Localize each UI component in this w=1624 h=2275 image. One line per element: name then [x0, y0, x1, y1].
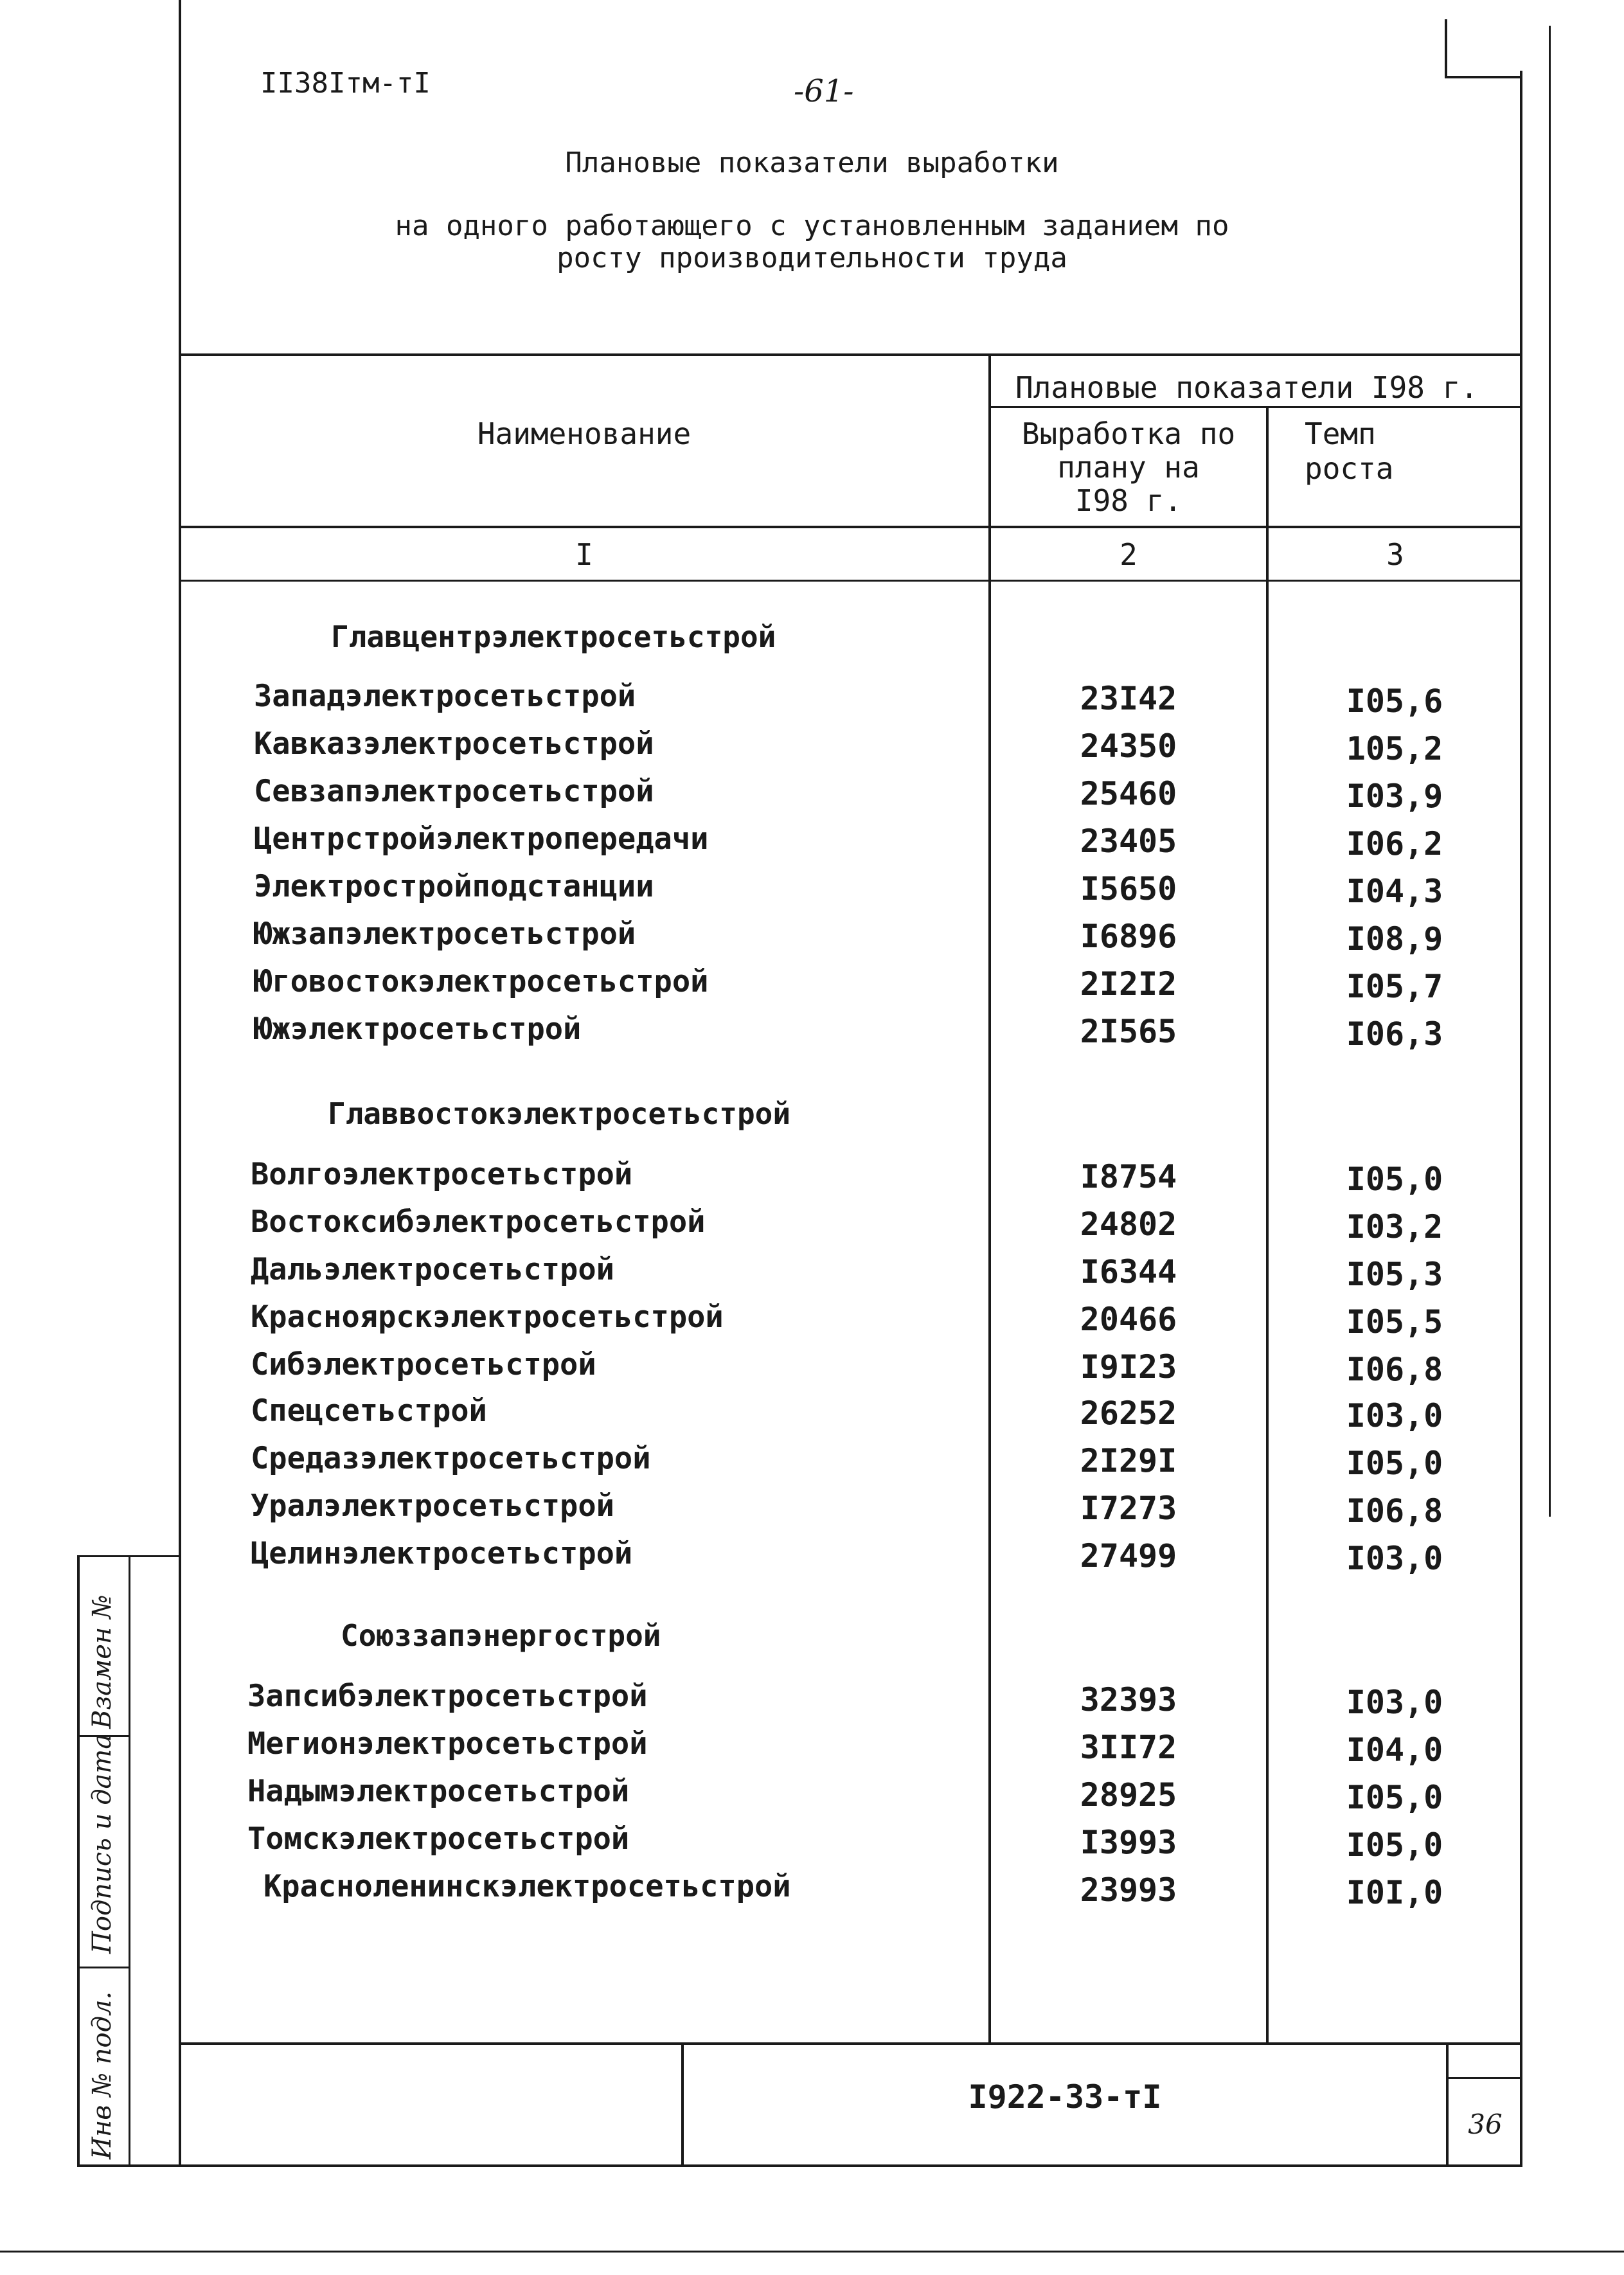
page-title-line3: росту производительности труда: [557, 242, 1067, 274]
row-name: Востоксибэлектросетьстрой: [251, 1204, 706, 1240]
row-output: 26252: [1080, 1395, 1177, 1432]
row-name: Кавказэлектросетьстрой: [254, 726, 654, 762]
title-block-bottom: [179, 2164, 1522, 2167]
group-heading: Союззапэнергострой: [341, 1618, 661, 1653]
side-stamp-outer: [77, 1555, 80, 2167]
row-output: 24350: [1080, 727, 1177, 765]
row-growth: I06,2: [1346, 825, 1443, 862]
row-output: 3II72: [1080, 1729, 1177, 1766]
row-output: 28925: [1080, 1776, 1177, 1814]
row-growth: I06,8: [1346, 1492, 1443, 1530]
column-number-1: I: [575, 537, 593, 572]
row-output: 20466: [1080, 1301, 1177, 1338]
row-output: 24802: [1080, 1206, 1177, 1243]
column-number-3: 3: [1386, 537, 1404, 572]
stamp-inventory-number: Инв № подл.: [87, 1991, 117, 2159]
row-name: Юговостокэлектросетьстрой: [254, 964, 709, 999]
corner-mark: [1445, 19, 1447, 77]
row-name: Западэлектросетьстрой: [254, 679, 636, 714]
side-stamp-divider-2: [77, 1967, 129, 1968]
row-output: I9I23: [1080, 1348, 1177, 1386]
row-growth: I05,0: [1346, 1445, 1443, 1482]
sheet-box-left: [1446, 2042, 1449, 2167]
row-growth: I05,3: [1346, 1256, 1443, 1293]
column-header-output-3: I98 г.: [1075, 483, 1182, 518]
column-header-output-1: Выработка по: [1021, 416, 1236, 451]
row-growth: I06,3: [1346, 1015, 1443, 1053]
column-header-growth-2: роста: [1305, 451, 1394, 486]
group-heading: Главцентрэлектросетьстрой: [331, 620, 776, 654]
row-name: Надымэлектросетьстрой: [247, 1774, 630, 1809]
corner-mark-bottom: [1445, 76, 1522, 78]
row-name: Дальэлектросетьстрой: [251, 1252, 614, 1287]
row-output: I5650: [1080, 870, 1177, 907]
row-growth: I05,0: [1346, 1826, 1443, 1864]
row-name: Волгоэлектросетьстрой: [251, 1157, 633, 1192]
column-number-2: 2: [1120, 537, 1138, 572]
row-name: Уралэлектросетьстрой: [251, 1488, 614, 1524]
page-title-line1: Плановые показатели выработки: [565, 147, 1059, 179]
column-header-growth-1: Темп: [1305, 416, 1376, 451]
row-name: Красноярскэлектросетьстрой: [251, 1299, 724, 1335]
row-output: I3993: [1080, 1824, 1177, 1861]
row-output: 2I2I2: [1080, 965, 1177, 1003]
row-growth: I03,9: [1346, 778, 1443, 815]
row-name: Сибэлектросетьстрой: [251, 1347, 596, 1382]
page-number: -61-: [794, 73, 854, 109]
group-header-underline: [990, 406, 1522, 408]
row-growth: I0I,0: [1346, 1874, 1443, 1911]
row-growth: I03,0: [1346, 1540, 1443, 1577]
stamp-replaces-number: Взамен №: [87, 1594, 117, 1729]
row-output: I6344: [1080, 1253, 1177, 1290]
column-header-output-2: плану на: [1057, 450, 1200, 485]
column-divider-2: [1266, 406, 1269, 2044]
row-output: 23405: [1080, 823, 1177, 860]
sheet-number: 36: [1468, 2109, 1503, 2140]
row-output: 27499: [1080, 1537, 1177, 1575]
row-output: 23I42: [1080, 680, 1177, 717]
document-code: I922-33-тI: [968, 2078, 1162, 2116]
group-heading: Главвостокэлектросетьстрой: [328, 1096, 791, 1131]
row-name: Южзапэлектросетьстрой: [254, 916, 636, 952]
frame-left-border: [179, 0, 181, 2167]
row-name: Мегионэлектросетьстрой: [247, 1726, 648, 1762]
frame-right-border: [1520, 71, 1522, 2167]
row-growth: I06,8: [1346, 1351, 1443, 1388]
row-output: 23993: [1080, 1871, 1177, 1909]
row-growth: I05,6: [1346, 682, 1443, 720]
row-growth: I05,7: [1346, 968, 1443, 1005]
stamp-signature-date: Подпись и дата: [87, 1733, 117, 1954]
row-output: 2I565: [1080, 1013, 1177, 1050]
row-growth: I08,9: [1346, 920, 1443, 958]
row-growth: I04,0: [1346, 1731, 1443, 1769]
row-name: Электростройподстанции: [254, 869, 654, 904]
column-header-name: Наименование: [477, 416, 692, 451]
row-name: Спецсетьстрой: [251, 1393, 487, 1429]
row-growth: I03,2: [1346, 1208, 1443, 1245]
row-name: Южэлектросетьстрой: [254, 1012, 582, 1047]
row-growth: 105,2: [1346, 730, 1443, 767]
row-growth: I05,0: [1346, 1161, 1443, 1198]
row-name: Средазэлектросетьстрой: [251, 1441, 651, 1476]
title-block-top: [179, 2042, 1522, 2045]
row-output: I6896: [1080, 918, 1177, 955]
row-growth: I03,0: [1346, 1684, 1443, 1721]
column-number-row-border: [179, 580, 1522, 582]
row-name: Запсибэлектросетьстрой: [247, 1679, 648, 1714]
page-bottom-line: [0, 2251, 1624, 2253]
document-id: II38Iтм-тI: [260, 67, 431, 100]
row-name: Красноленинскэлектросетьстрой: [263, 1869, 791, 1904]
sheet-box-top: [1446, 2077, 1522, 2079]
row-output: I7273: [1080, 1490, 1177, 1527]
page-title-line2: на одного работающего с установленным заданием по: [395, 210, 1229, 242]
row-growth: I03,0: [1346, 1397, 1443, 1434]
row-growth: I05,0: [1346, 1779, 1443, 1816]
row-name: Целинэлектросетьстрой: [251, 1536, 633, 1571]
row-name: Центрстройэлектропередачи: [254, 821, 709, 857]
table-top-border: [179, 353, 1522, 356]
header-bottom-border: [179, 526, 1522, 528]
row-output: 25460: [1080, 775, 1177, 812]
column-group-header: Плановые показатели I98 г.: [1015, 370, 1479, 405]
row-output: 2I29I: [1080, 1442, 1177, 1479]
row-name: Севзапэлектросетьстрой: [254, 774, 654, 809]
row-growth: I05,5: [1346, 1303, 1443, 1341]
row-name: Томскэлектросетьстрой: [247, 1821, 630, 1857]
row-output: I8754: [1080, 1158, 1177, 1195]
row-output: 32393: [1080, 1681, 1177, 1718]
row-growth: I04,3: [1346, 873, 1443, 910]
side-stamp-inner: [129, 1555, 130, 2167]
